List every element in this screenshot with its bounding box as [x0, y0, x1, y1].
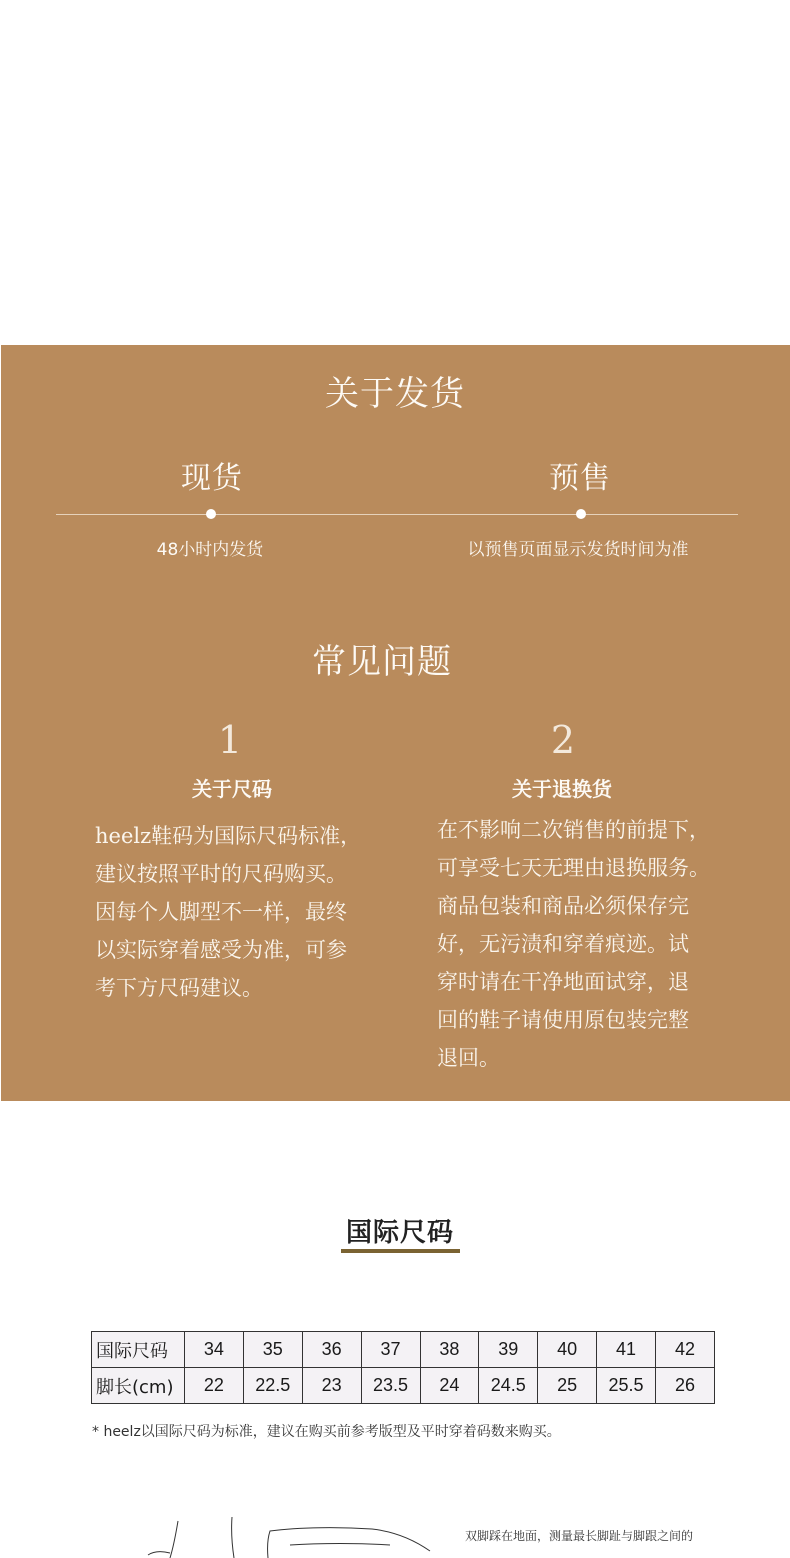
faq-returns-line: 好，无污渍和穿着痕迹。试: [437, 932, 689, 956]
table-cell: 23: [302, 1368, 361, 1404]
table-cell: 22.5: [243, 1368, 302, 1404]
faq-returns-text: [437, 811, 710, 1077]
timeline-dot-instock: [206, 509, 216, 519]
faq-size-line: heelz鞋码为国际尺码标准，: [95, 824, 362, 848]
table-cell: 25: [538, 1368, 597, 1404]
table-cell: 34: [185, 1332, 244, 1368]
shipping-presale-label: 预售: [549, 461, 611, 496]
table-cell: 37: [361, 1332, 420, 1368]
table-cell: 35: [243, 1332, 302, 1368]
shipping-timeline: [56, 514, 738, 515]
table-row: [92, 1332, 715, 1368]
table-cell: 40: [538, 1332, 597, 1368]
faq-returns-line: 在不影响二次销售的前提下，: [437, 818, 710, 842]
faq-title: 常见问题: [312, 642, 452, 682]
shipping-instock-label: 现货: [181, 461, 243, 496]
faq-number-1: 1: [217, 718, 243, 762]
table-row-header: 国际尺码: [92, 1332, 185, 1368]
table-row-header: 脚长(cm): [92, 1368, 185, 1404]
shipping-instock-desc: 48小时内发货: [156, 540, 264, 560]
table-cell: 26: [656, 1368, 715, 1404]
measure-caption: 双脚踩在地面，测量最长脚趾与脚跟之间的: [465, 1529, 694, 1543]
shipping-presale-desc: 以预售页面显示发货时间为准: [467, 540, 689, 560]
table-cell: 25.5: [597, 1368, 656, 1404]
size-table: [91, 1331, 715, 1404]
table-cell: 41: [597, 1332, 656, 1368]
faq-size-line: 考下方尺码建议。: [95, 976, 263, 1000]
table-cell: 36: [302, 1332, 361, 1368]
table-cell: 24: [420, 1368, 479, 1404]
faq-heading-returns: 关于退换货: [512, 777, 612, 801]
size-section-title: 国际尺码: [345, 1218, 454, 1248]
faq-size-line: 以实际穿着感受为准，可参: [95, 938, 347, 962]
faq-size-line: 建议按照平时的尺码购买。: [95, 862, 347, 886]
faq-number-2: 2: [550, 718, 576, 762]
faq-returns-line: 回的鞋子请使用原包装完整: [437, 1008, 689, 1032]
foot-measure-illustration: [140, 1515, 440, 1558]
table-cell: 42: [656, 1332, 715, 1368]
faq-returns-line: 穿时请在干净地面试穿，退: [437, 970, 689, 994]
table-cell: 23.5: [361, 1368, 420, 1404]
table-cell: 22: [185, 1368, 244, 1404]
table-cell: 39: [479, 1332, 538, 1368]
faq-returns-line: 退回。: [437, 1046, 500, 1070]
faq-size-text: [95, 817, 361, 1007]
shipping-title: 关于发货: [325, 374, 465, 414]
faq-returns-line: 可享受七天无理由退换服务。: [437, 856, 710, 880]
table-cell: 24.5: [479, 1368, 538, 1404]
table-row: [92, 1368, 715, 1404]
timeline-dot-presale: [576, 509, 586, 519]
faq-returns-line: 商品包装和商品必须保存完: [437, 894, 689, 918]
size-note: * heelz以国际尺码为标准，建议在购买前参考版型及平时穿着码数来购买。: [92, 1424, 561, 1440]
size-title-underline: [341, 1249, 460, 1253]
faq-heading-size: 关于尺码: [192, 777, 272, 801]
table-cell: 38: [420, 1332, 479, 1368]
faq-size-line: 因每个人脚型不一样，最终: [95, 900, 347, 924]
